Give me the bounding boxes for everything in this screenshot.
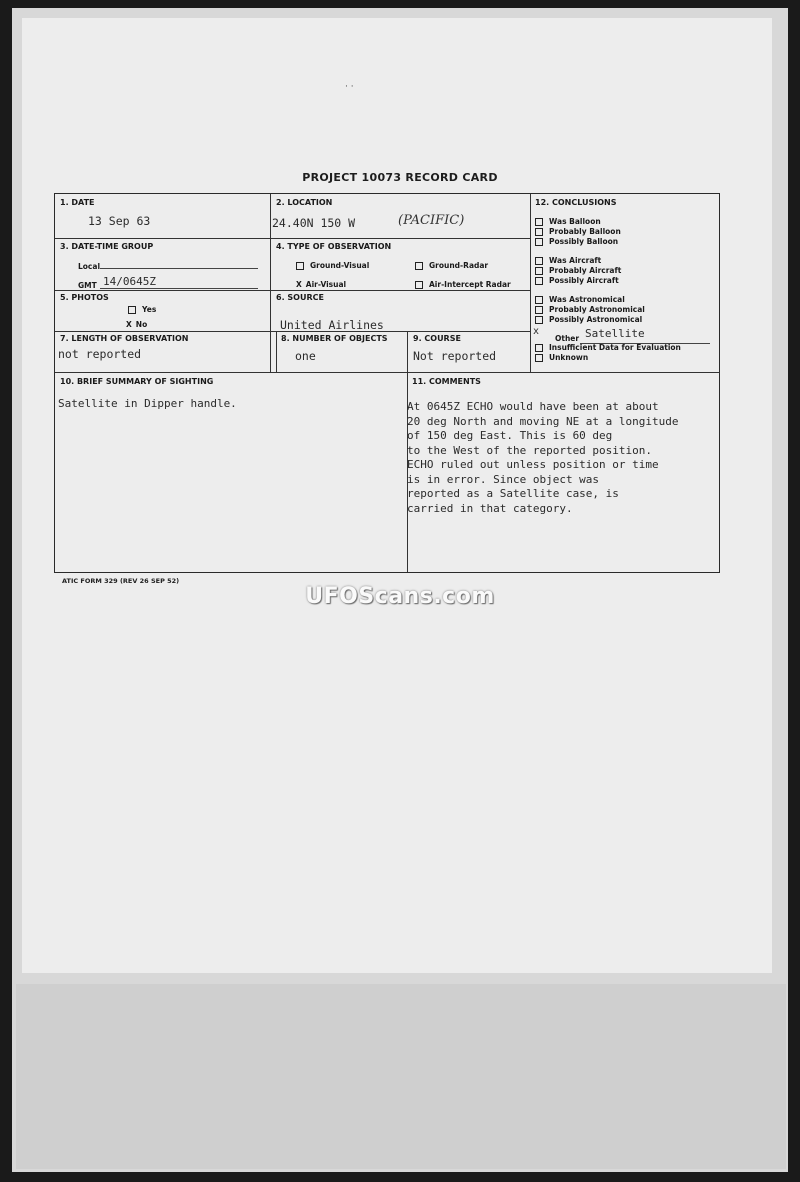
divider (55, 238, 530, 239)
checkbox-icon (535, 277, 543, 285)
checkbox-icon (535, 354, 543, 362)
conclusion-probably-astronomical: Probably Astronomical (535, 305, 645, 314)
gmt-label: GMT (78, 281, 97, 290)
photos-no-mark: X (126, 320, 132, 329)
date-label: 1. DATE (60, 198, 95, 207)
divider (276, 331, 277, 372)
watermark: UFOScans.com (305, 584, 495, 609)
conclusions-label: 12. CONCLUSIONS (535, 198, 617, 207)
checkbox-icon (535, 218, 543, 226)
comments-value: At 0645Z ECHO would have been at about 20 deg North and moving NE at a longitude of 150 deg East. This is 60 deg to the West of the reported position. ECHO ruled out unless position or time is in error. Since object was reported as a Satellite case, is carried in that category. (407, 400, 679, 515)
course-label: 9. COURSE (413, 334, 461, 343)
gmt-underline (100, 288, 258, 289)
photos-label: 5. PHOTOS (60, 293, 109, 302)
location-label: 2. LOCATION (276, 198, 333, 207)
conclusion-possibly-aircraft: Possibly Aircraft (535, 276, 619, 285)
observation-type-label: 4. TYPE OF OBSERVATION (276, 242, 392, 251)
length-value: not reported (58, 347, 142, 361)
top-mark: · · (345, 82, 354, 92)
datetime-label: 3. DATE-TIME GROUP (60, 242, 154, 251)
conclusion-was-aircraft: Was Aircraft (535, 256, 601, 265)
comments-label: 11. COMMENTS (412, 377, 481, 386)
checkbox-icon (535, 296, 543, 304)
local-label: Local (78, 262, 101, 271)
conclusion-possibly-balloon: Possibly Balloon (535, 237, 618, 246)
checkbox-icon (535, 267, 543, 275)
checkbox-icon (535, 228, 543, 236)
summary-value: Satellite in Dipper handle. (58, 397, 237, 410)
source-value: United Airlines (280, 318, 384, 332)
air-visual-mark: X (296, 280, 302, 289)
air-intercept-option: Air-Intercept Radar (415, 280, 511, 289)
page-title: PROJECT 10073 RECORD CARD (302, 171, 498, 184)
checkbox-icon (535, 344, 543, 352)
divider (530, 194, 531, 372)
photos-no-option: X No (126, 320, 148, 329)
lower-sheet (16, 984, 786, 1169)
checkbox-icon (128, 306, 136, 314)
ground-visual-option: Ground-Visual (296, 261, 369, 270)
checkbox-icon (535, 306, 543, 314)
conclusion-possibly-astronomical: Possibly Astronomical (535, 315, 642, 324)
objects-value: one (295, 349, 316, 363)
date-value: 13 Sep 63 (88, 214, 151, 228)
location-handwritten: (PACIFIC) (398, 213, 465, 228)
location-value: 24.40N 150 W (272, 216, 356, 230)
conclusion-probably-balloon: Probably Balloon (535, 227, 621, 236)
checkbox-icon (535, 257, 543, 265)
divider (55, 372, 720, 373)
photos-yes-option: Yes (128, 305, 156, 314)
divider (55, 290, 530, 291)
length-label: 7. LENGTH OF OBSERVATION (60, 334, 189, 343)
conclusion-was-balloon: Was Balloon (535, 217, 601, 226)
checkbox-icon (535, 238, 543, 246)
conclusion-was-astronomical: Was Astronomical (535, 295, 625, 304)
checkbox-icon (415, 281, 423, 289)
checkbox-icon (296, 262, 304, 270)
source-label: 6. SOURCE (276, 293, 324, 302)
summary-label: 10. BRIEF SUMMARY OF SIGHTING (60, 377, 214, 386)
divider (270, 194, 271, 372)
form-number: ATIC FORM 329 (REV 26 SEP 52) (62, 577, 180, 585)
ground-radar-option: Ground-Radar (415, 261, 488, 270)
conclusion-other: Other (555, 334, 580, 343)
conclusion-insufficient-data: Insufficient Data for Evaluation (535, 343, 681, 352)
conclusion-probably-aircraft: Probably Aircraft (535, 266, 621, 275)
conclusion-other-mark: x (533, 326, 540, 337)
local-underline (100, 268, 258, 269)
checkbox-icon (415, 262, 423, 270)
gmt-value: 14/0645Z (103, 275, 156, 288)
objects-label: 8. NUMBER OF OBJECTS (281, 334, 388, 343)
conclusion-other-value: Satellite (585, 327, 645, 340)
checkbox-icon (535, 316, 543, 324)
course-value: Not reported (413, 349, 497, 363)
air-visual-option: X Air-Visual (296, 280, 347, 289)
conclusion-unknown: Unknown (535, 353, 588, 362)
